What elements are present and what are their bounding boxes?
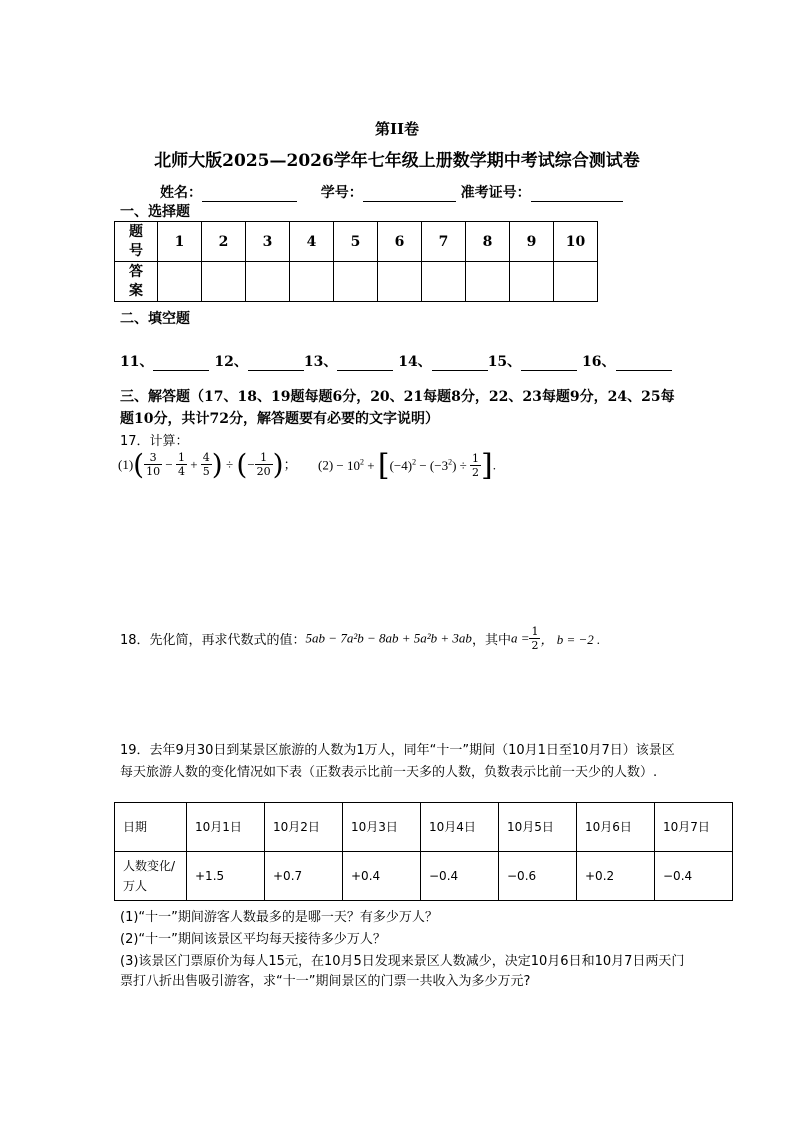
q18-expr: 5ab − 7a²b − 8ab + 5a²b + 3ab <box>305 630 472 646</box>
q19-sub1: (1)“十一”期间游客人数最多的是哪一天？有多少万人？ <box>120 910 438 925</box>
blank-label: 15、 <box>487 354 522 370</box>
q18-a-eq: a = <box>510 630 530 646</box>
head-char: 号 <box>129 242 143 259</box>
q18-b-eq: ， b = −2 . <box>540 632 601 647</box>
table-cell: +0.4 <box>343 852 421 901</box>
q19-sub3: (3)该景区门票原价为每人15元，在10月5日发现来景区人数减少，决定10月6日和10月7日两天门票打八折出售吸引游客，求“十一”期间景区的门票一共收入为多少万元? <box>120 954 685 989</box>
name-label: 姓名： <box>160 185 202 201</box>
fraction: $\frac{1}{4}$ <box>177 451 185 478</box>
section1-title: 一、选择题 <box>120 204 190 220</box>
table-cell: 10月5日 <box>499 803 577 852</box>
q18 <box>120 625 600 652</box>
table-row <box>115 222 598 262</box>
fraction: $\frac{4}{5}$ <box>202 451 210 478</box>
fill-blank-row <box>120 351 672 371</box>
q17-label: 17．计算： <box>120 434 189 449</box>
table-cell: −0.4 <box>655 852 733 901</box>
q17-p1-label: (1) <box>118 457 134 472</box>
answer-cell[interactable] <box>246 262 290 302</box>
q19-text: 19．去年9月30日到某景区旅游的人数为1万人，同年“十一”期间（10月1日至10月7日）该景区每天旅游人数的变化情况如下表（正数表示比前一天多的人数，负数表示比前一天少的人数）. <box>120 743 675 780</box>
table-cell: +0.7 <box>265 852 343 901</box>
question-number: 5 <box>334 222 378 262</box>
answer-cell[interactable] <box>422 262 466 302</box>
section3-title: 三、解答题（17、18、19题每题6分，20、21每题8分，22、23每题9分，24、25每题10分，共计72分，解答题要有必要的文字说明） <box>120 389 675 427</box>
head-char: 题 <box>129 223 143 240</box>
question-number: 6 <box>378 222 422 262</box>
blank-label: 14、 <box>398 354 432 370</box>
q18-text: 18．先化简，再求代数式的值： <box>120 633 306 648</box>
answer-cell[interactable] <box>378 262 422 302</box>
blank-line[interactable] <box>521 357 577 371</box>
blank-line[interactable] <box>616 357 672 371</box>
table-cell: 10月6日 <box>577 803 655 852</box>
answer-cell[interactable] <box>510 262 554 302</box>
table-head <box>115 222 158 262</box>
question-number: 2 <box>202 222 246 262</box>
blank-label: 11、 <box>120 354 154 370</box>
blank-label: 13、 <box>303 354 338 370</box>
id-field[interactable] <box>363 187 456 202</box>
table-row <box>115 852 733 901</box>
question-number: 3 <box>246 222 290 262</box>
q17-part1: (1)( $\frac{3}{10}$ − $\frac{1}{4}$ + $\frac{4}{5}$ ) ÷ (− $\frac{1}{20}$ )； <box>118 448 297 481</box>
exam-no-label: 准考证号： <box>460 185 531 201</box>
blank-label: 12、 <box>214 354 248 370</box>
section2-title: 二、填空题 <box>120 311 190 327</box>
answer-cell[interactable] <box>158 262 202 302</box>
answer-table <box>114 221 598 302</box>
fraction: $\frac{3}{10}$ <box>146 451 161 478</box>
answer-cell[interactable] <box>334 262 378 302</box>
table-head <box>115 262 158 302</box>
q19-table <box>114 802 733 901</box>
exam-no-field[interactable] <box>531 187 623 202</box>
head-char: 案 <box>129 282 143 299</box>
table-cell: 日期 <box>115 803 187 852</box>
q17-part2: $(2) - 10^2 + [(-4)^2 - (-3^2)$ ÷ $\frac{1}{2}$ ]. <box>318 448 497 483</box>
table-cell: +1.5 <box>187 852 265 901</box>
id-label: 学号： <box>320 185 363 201</box>
blank-line[interactable] <box>248 357 304 371</box>
fraction: $\frac{1}{2}$ <box>472 452 480 479</box>
student-info-row <box>160 182 623 202</box>
table-cell: 10月3日 <box>343 803 421 852</box>
table-row <box>115 262 598 302</box>
question-number: 7 <box>422 222 466 262</box>
answer-cell[interactable] <box>290 262 334 302</box>
question-number: 1 <box>158 222 202 262</box>
table-cell: +0.2 <box>577 852 655 901</box>
question-number: 4 <box>290 222 334 262</box>
q19-sub2: (2)“十一”期间该景区平均每天接待多少万人？ <box>120 932 386 947</box>
blank-label: 16、 <box>582 354 616 370</box>
fraction: $\frac{1}{2}$ <box>531 625 539 652</box>
table-cell: −0.6 <box>499 852 577 901</box>
blank-line[interactable] <box>153 357 209 371</box>
question-number: 10 <box>554 222 598 262</box>
table-cell: 人数变化/万人 <box>115 852 187 901</box>
fraction: $\frac{1}{20}$ <box>256 451 271 478</box>
name-field[interactable] <box>202 187 297 202</box>
q17-p2-label: (2) <box>318 457 334 473</box>
blank-line[interactable] <box>432 357 488 371</box>
volume-label: 第II卷 <box>374 120 420 138</box>
question-number: 8 <box>466 222 510 262</box>
answer-cell[interactable] <box>202 262 246 302</box>
page-title: 北师大版2025—2026学年七年级上册数学期中考试综合测试卷 <box>154 151 640 171</box>
q18-mid: ，其中 <box>471 633 511 648</box>
table-cell: 10月7日 <box>655 803 733 852</box>
table-cell: −0.4 <box>421 852 499 901</box>
head-char: 答 <box>129 263 143 280</box>
table-cell: 10月1日 <box>187 803 265 852</box>
answer-cell[interactable] <box>554 262 598 302</box>
blank-line[interactable] <box>337 357 393 371</box>
table-cell: 10月4日 <box>421 803 499 852</box>
table-row <box>115 803 733 852</box>
question-number: 9 <box>510 222 554 262</box>
table-cell: 10月2日 <box>265 803 343 852</box>
answer-cell[interactable] <box>466 262 510 302</box>
